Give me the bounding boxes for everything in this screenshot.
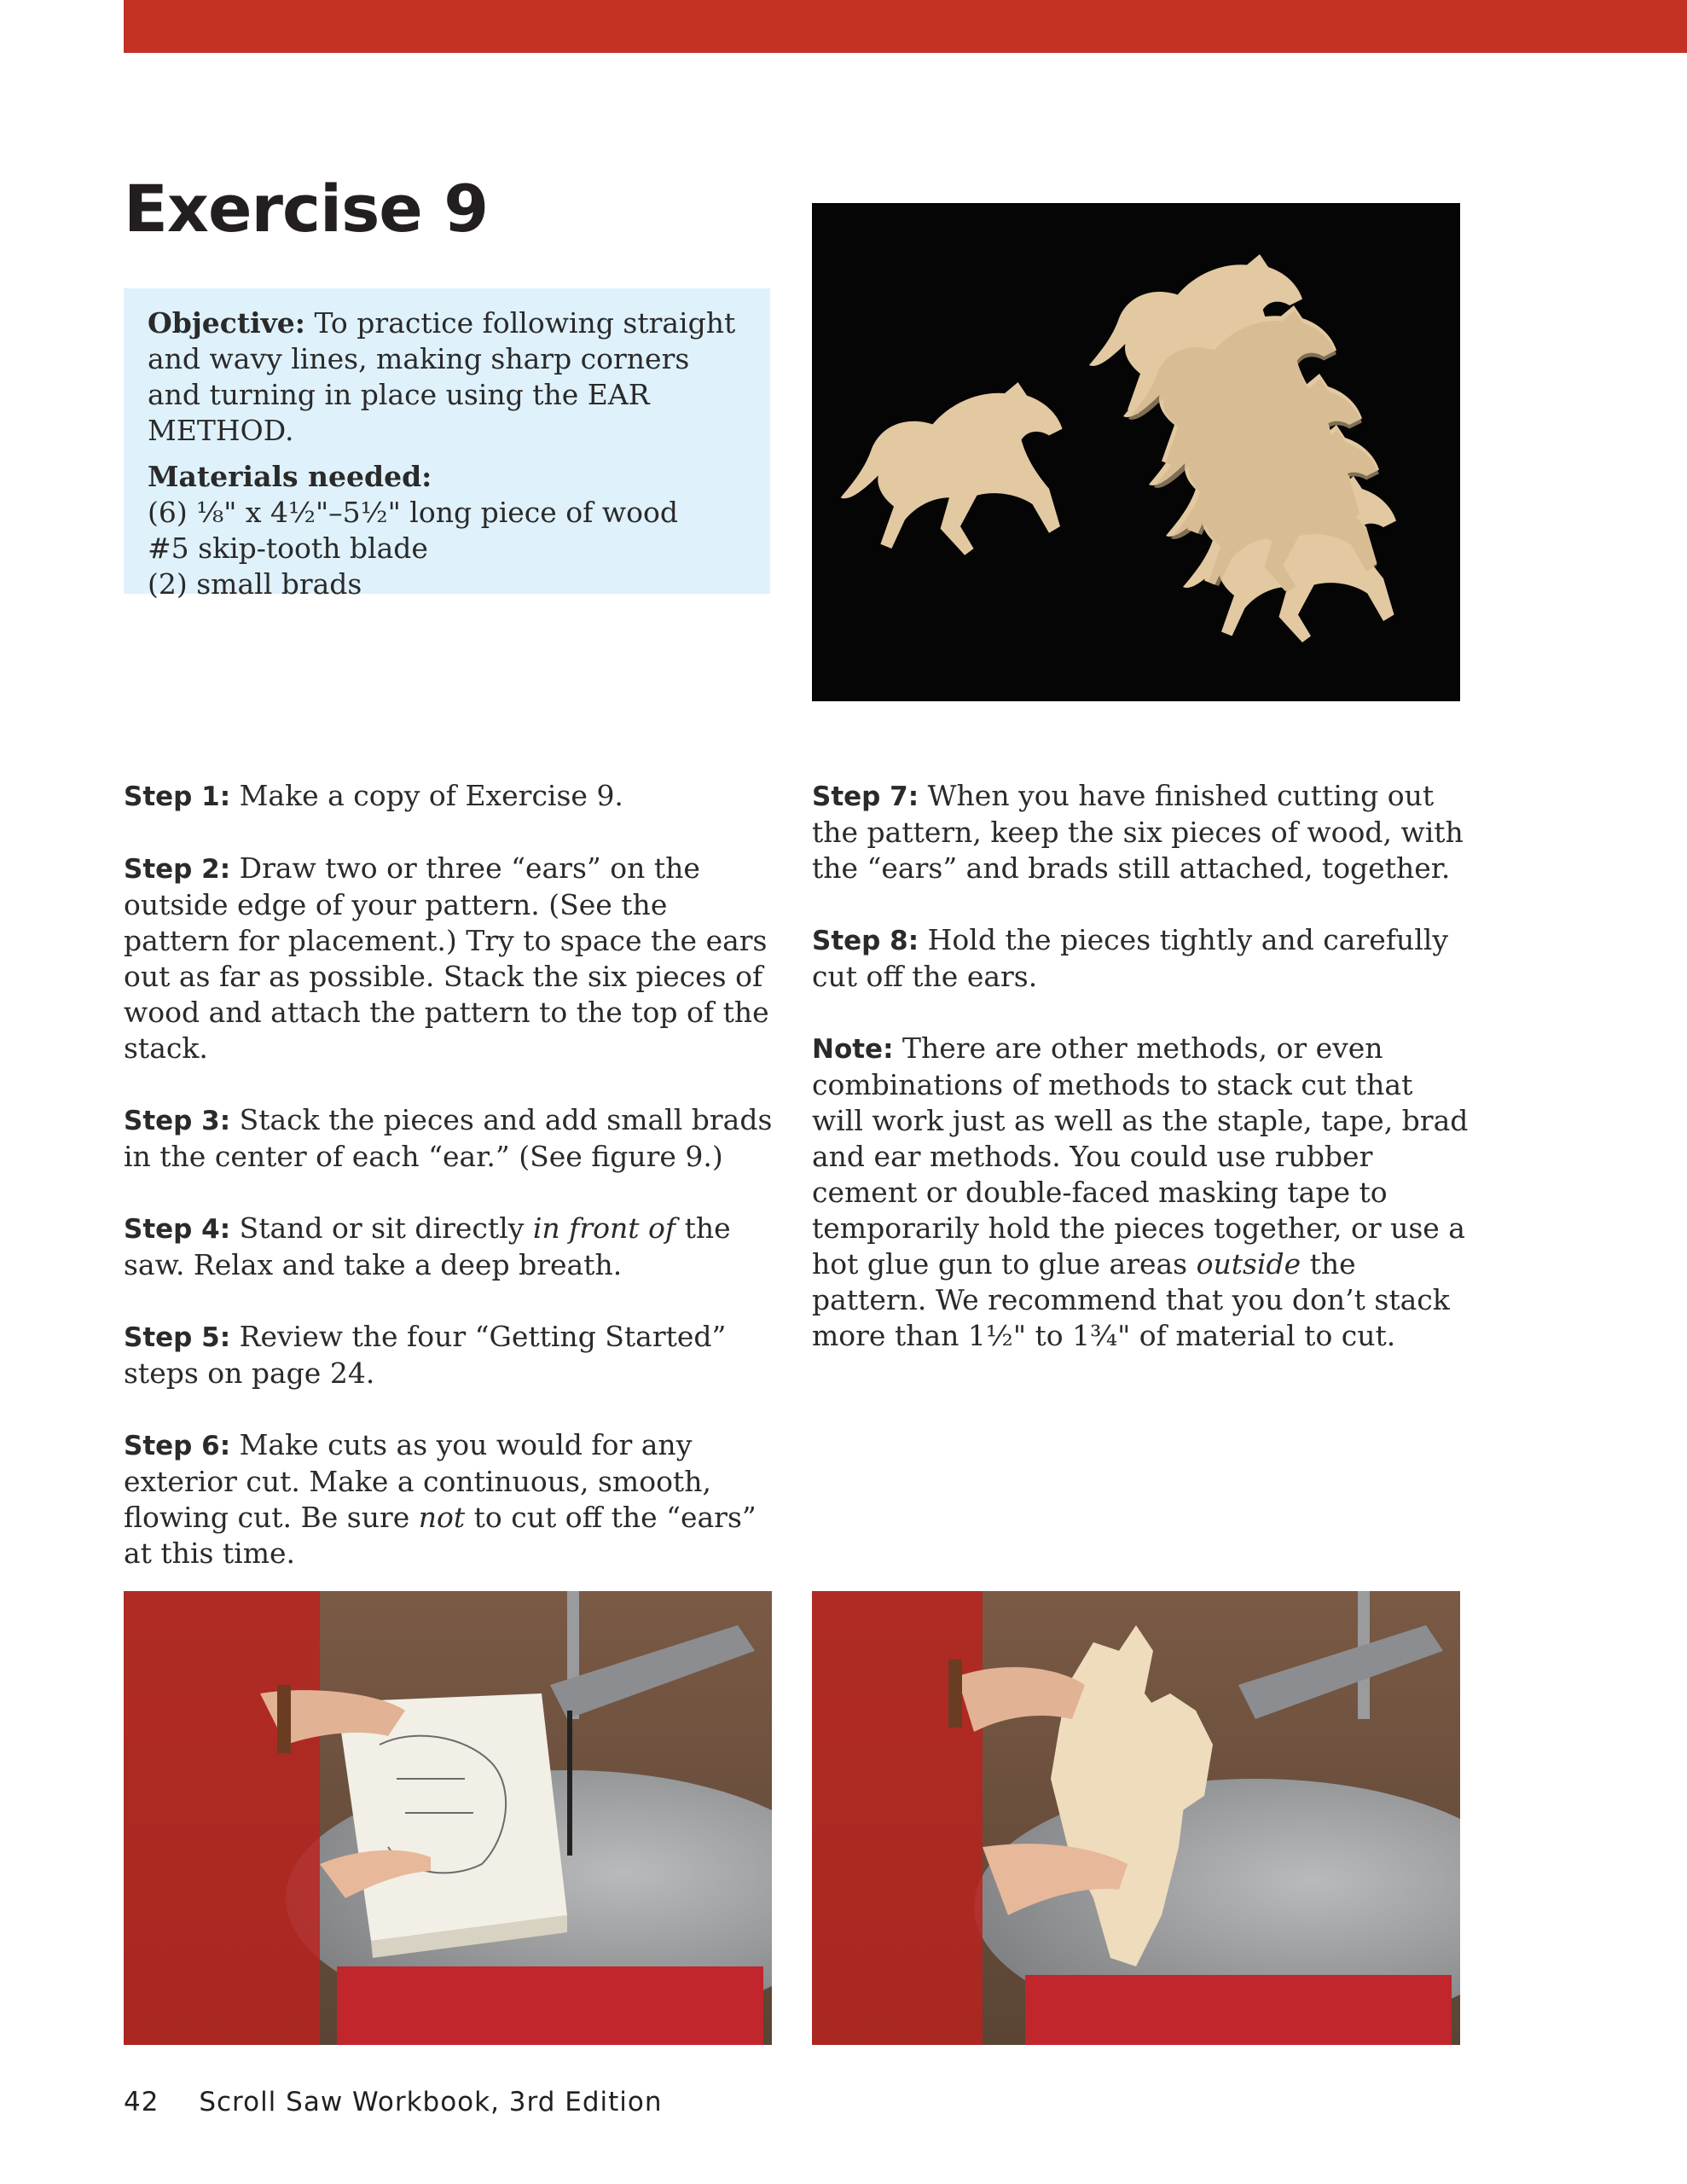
objective-paragraph xyxy=(148,305,746,449)
steps-column-right xyxy=(812,778,1469,1390)
step-7 xyxy=(812,778,1469,886)
note-text: the pattern. We recommend that you don’t stack more than 1½" to 1¾" of material to cut. xyxy=(812,1247,1450,1352)
step-5 xyxy=(124,1319,780,1391)
step-4 xyxy=(124,1211,780,1283)
step-6 xyxy=(124,1427,780,1571)
note-label: Note: xyxy=(812,1034,894,1065)
material-item: (2) small brads xyxy=(148,567,362,601)
material-item: (6) ⅛" x 4½"–5½" long piece of wood xyxy=(148,496,678,529)
note xyxy=(812,1031,1469,1354)
scroll-saw-pattern-photo xyxy=(124,1591,772,2045)
top-accent-bar xyxy=(124,0,1687,53)
objective-label: Objective: xyxy=(148,306,305,340)
step-8 xyxy=(812,922,1469,995)
step-label: Step 6: xyxy=(124,1431,231,1461)
step-emphasis: in front of xyxy=(532,1211,676,1245)
horse-cutouts-photo xyxy=(812,203,1460,701)
step-text: the saw. Relax and take a deep breath. xyxy=(124,1211,731,1281)
step-label: Step 3: xyxy=(124,1106,231,1136)
note-emphasis: outside xyxy=(1196,1247,1301,1281)
note-text: There are other methods, or even combinations of methods to stack cut that will work just as well as the staple, tape, brad and ear methods. You could use rubber cement or double-faced masking tape to temporarily hold the pieces together, or use a hot glue gun to glue areas xyxy=(812,1031,1469,1281)
objective-text: To practice following straight and wavy lines, making sharp corners and turning in place using the EAR METHOD. xyxy=(148,306,736,447)
scroll-saw-cut-stack-photo xyxy=(812,1591,1460,2045)
step-text: to cut off the “ears” at this time. xyxy=(124,1501,757,1570)
page-number: 42 xyxy=(124,2087,159,2117)
book-title: Scroll Saw Workbook, 3rd Edition xyxy=(199,2087,663,2117)
step-1 xyxy=(124,778,780,815)
step-text: Stand or sit directly xyxy=(239,1211,533,1245)
step-text: Hold the pieces tightly and carefully cut off the ears. xyxy=(812,923,1448,993)
step-text: Draw two or three “ears” on the outside edge of your pattern. (See the pattern for placement.) Try to space the ears out as far as possible. Stack the six pieces of wood and attach the pattern to the top of the stack. xyxy=(124,851,769,1065)
material-item: #5 skip-tooth blade xyxy=(148,531,428,565)
page-title: Exercise 9 xyxy=(124,171,489,247)
step-emphasis: not xyxy=(418,1501,466,1534)
step-label: Step 1: xyxy=(124,781,231,812)
step-label: Step 2: xyxy=(124,854,231,885)
step-text: Make a copy of Exercise 9. xyxy=(239,779,623,812)
objective-box xyxy=(124,288,770,601)
step-text: Stack the pieces and add small brads in the center of each “ear.” (See figure 9.) xyxy=(124,1103,773,1173)
step-3 xyxy=(124,1102,780,1175)
step-text: Make cuts as you would for any exterior cut. Make a continuous, smooth, flowing cut. Be sure xyxy=(124,1428,711,1534)
step-label: Step 7: xyxy=(812,781,919,812)
step-label: Step 4: xyxy=(124,1214,231,1245)
materials-label: Materials needed: xyxy=(148,460,432,493)
page-footer xyxy=(124,2087,663,2117)
step-text: When you have finished cutting out the pattern, keep the six pieces of wood, with the “ears” and brads still attached, together. xyxy=(812,779,1464,885)
step-label: Step 5: xyxy=(124,1322,231,1353)
step-2 xyxy=(124,851,780,1066)
step-label: Step 8: xyxy=(812,926,919,956)
step-text: Review the four “Getting Started” steps on page 24. xyxy=(124,1320,727,1390)
steps-column-left xyxy=(124,778,780,1607)
